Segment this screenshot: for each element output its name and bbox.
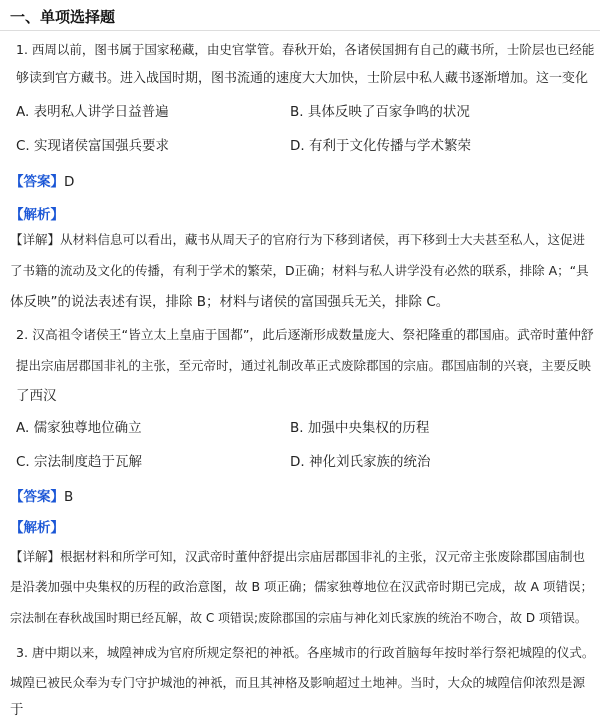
q2-stem-line-3: 了西汉 bbox=[16, 388, 57, 404]
q1-option-d: D. 有利于文化传播与学术繁荣 bbox=[290, 138, 471, 154]
q2-option-b: B. 加强中央集权的历程 bbox=[290, 420, 430, 436]
q2-stem-line-2: 提出宗庙居郡国非礼的主张，至元帝时，通过礼制改革正式废除郡国的宗庙。郡国庙制的兴衰，主要反映 bbox=[16, 358, 592, 373]
q1-option-c: C. 实现诸侯富国强兵要求 bbox=[16, 138, 170, 154]
q2-option-a: A. 儒家独尊地位确立 bbox=[16, 420, 142, 436]
q1-option-b: B. 具体反映了百家争鸣的状况 bbox=[290, 104, 470, 120]
q2-stem-line-1: 2. 汉高祖令诸侯王“皆立太上皇庙于国都”，此后逐渐形成数量庞大、祭祀隆重的郡国庙。武帝时董仲舒 bbox=[16, 328, 594, 343]
section-title: 一、单项选择题 bbox=[10, 8, 116, 26]
q1-option-a: A. 表明私人讲学日益普遍 bbox=[16, 104, 169, 120]
q1-stem-line-1: 1. 西周以前，图书属于国家秘藏，由史官掌管。春秋开始，各诸侯国拥有自己的藏书所，士阶层也已经能 bbox=[16, 42, 595, 57]
q1-stem-line-2: 够读到官方藏书。进入战国时期，图书流通的速度大大加快，士阶层中私人藏书逐渐增加。这一变化 bbox=[16, 71, 589, 86]
q2-detail-line-2: 是沿袭加强中央集权的历程的政治意图，故 B 项正确；儒家独尊地位在汉武帝时期已完成，故 A 项错误； bbox=[10, 579, 594, 594]
q2-answer bbox=[10, 487, 73, 507]
q2-detail-line-3: 宗法制在春秋战国时期已经瓦解，故 C 项错误;废除郡国的宗庙与神化刘氏家族的统治不吻合，故 D 项错误。 bbox=[10, 611, 587, 625]
q1-detail-line-1 bbox=[10, 230, 585, 250]
q2-detail-tag: 【详解】 bbox=[10, 549, 61, 564]
section-divider bbox=[0, 30, 600, 31]
q2-answer-value: B bbox=[64, 489, 74, 505]
q2-option-c: C. 宗法制度趋于瓦解 bbox=[16, 454, 143, 470]
q1-answer-value: D bbox=[64, 174, 75, 190]
q1-detail-line-3: 体反映”的说法表述有误，排除 B；材料与诸侯的富国强兵无关，排除 C。 bbox=[10, 294, 450, 310]
q3-stem-line-2: 城隍已被民众奉为专门守护城池的神祇，而且其神格及影响超过土地神。当时，大众的城隍信仰浓烈是源 bbox=[10, 675, 586, 690]
q1-answer bbox=[10, 172, 74, 192]
q1-answer-tag: 【答案】 bbox=[10, 174, 64, 190]
q3-stem-line-3: 于 bbox=[10, 702, 24, 718]
q2-detail-text-1: 根据材料和所学可知，汉武帝时董仲舒提出宗庙居郡国非礼的主张，汉元帝主张废除郡国庙制也 bbox=[60, 549, 586, 564]
q2-analysis-tag: 【解析】 bbox=[10, 520, 64, 536]
q1-analysis-tag: 【解析】 bbox=[10, 207, 64, 223]
q1-detail-line-2: 了书籍的流动及文化的传播，有利于学术的繁荣，D正确；材料与私人讲学没有必然的联系，排除 A；“具 bbox=[10, 263, 589, 278]
q3-stem-line-1: 3. 唐中期以来，城隍神成为官府所规定祭祀的神祇。各座城市的行政首脑每年按时举行祭祀城隍的仪式。 bbox=[16, 645, 595, 660]
q2-option-d: D. 神化刘氏家族的统治 bbox=[290, 454, 431, 470]
q1-detail-tag: 【详解】 bbox=[10, 232, 61, 247]
q2-detail-line-1 bbox=[10, 547, 585, 567]
q2-answer-tag: 【答案】 bbox=[10, 489, 64, 505]
q1-detail-text-1: 从材料信息可以看出，藏书从周天子的官府行为下移到诸侯，再下移到士大夫甚至私人，这促进 bbox=[60, 232, 586, 247]
